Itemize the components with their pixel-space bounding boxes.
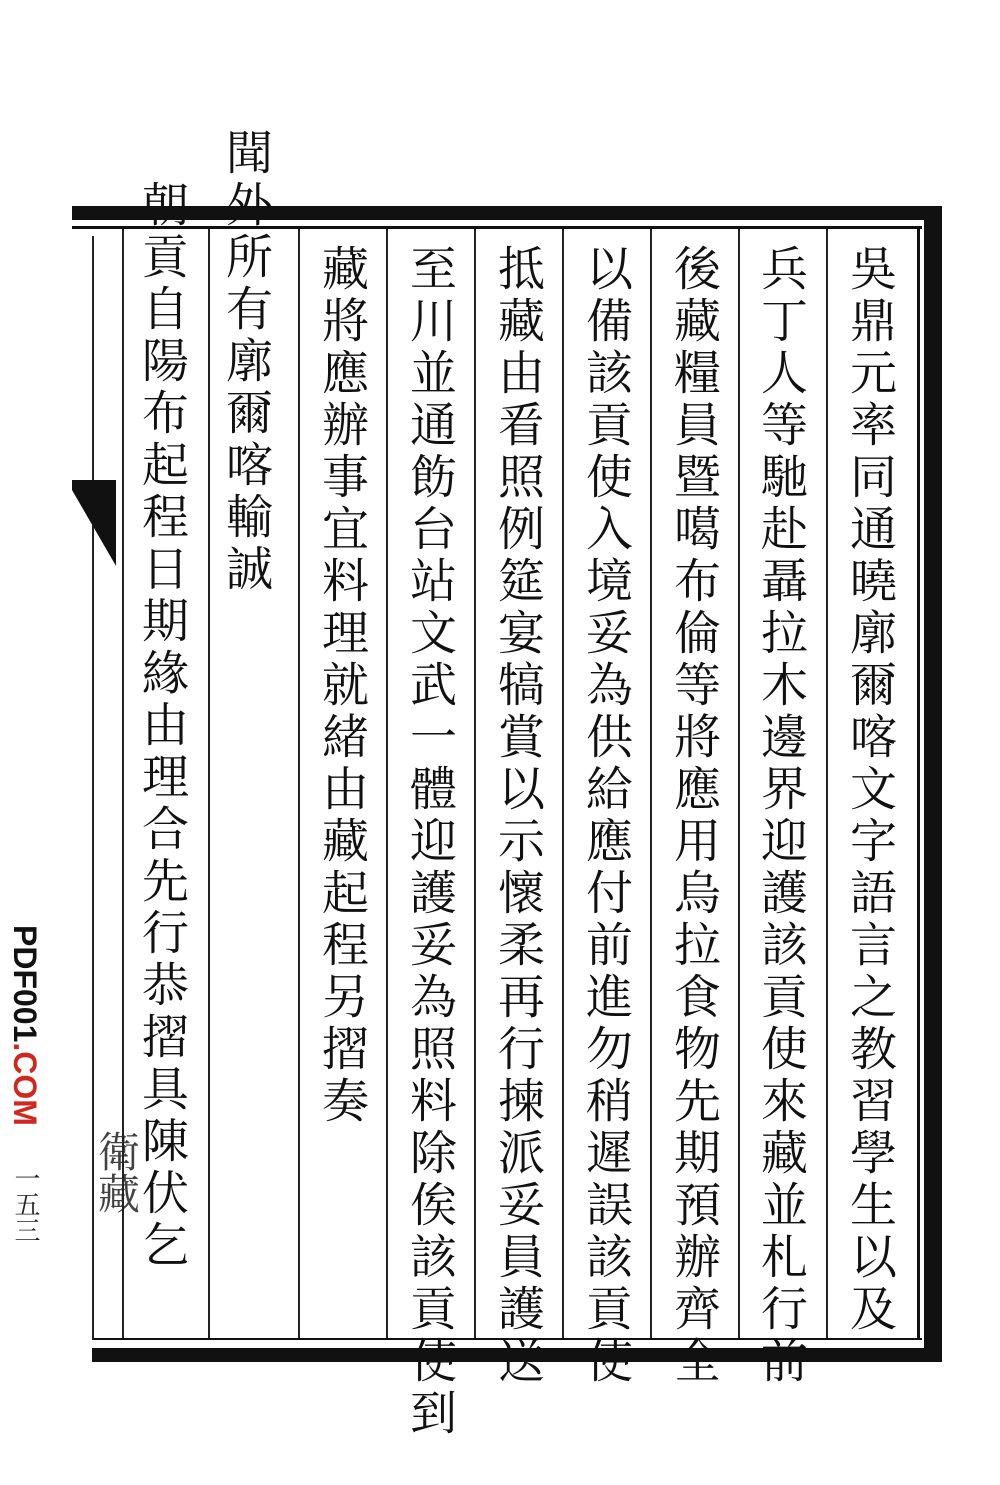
text-column-1: 吳鼎元率同通曉廓爾喀文字語言之教習學生以及 bbox=[842, 244, 897, 1336]
column-divider bbox=[562, 229, 564, 1338]
watermark bbox=[6, 925, 43, 1126]
column-divider bbox=[738, 229, 740, 1338]
top-border-inner bbox=[72, 226, 922, 229]
right-border bbox=[924, 206, 942, 1362]
column-divider bbox=[208, 229, 210, 1338]
right-border-inner bbox=[917, 226, 920, 1340]
text-column-9: 朝貢自陽布起程日期緣由理合先行恭摺具陳伏乞 bbox=[134, 180, 189, 1272]
watermark-part1: PDF001 bbox=[7, 925, 43, 1043]
text-column-4: 以備該貢使入境妥為供給應付前進勿稍遲誤該貢使 bbox=[578, 244, 633, 1388]
column-divider bbox=[386, 229, 388, 1338]
text-column-6: 至川並通飭台站文武一體迎護妥為照料除俟該貢使到 bbox=[402, 244, 457, 1440]
page-number: 一五三 bbox=[10, 1165, 40, 1243]
text-column-7: 藏將應辦事宜料理就緒由藏起程另摺奏 bbox=[314, 244, 369, 1128]
column-divider bbox=[298, 229, 300, 1338]
column-divider bbox=[650, 229, 652, 1338]
fishtail-mark bbox=[72, 480, 116, 566]
text-column-2: 兵丁人等馳赴聶拉木邊界迎護該貢使來藏並札行前 bbox=[753, 244, 808, 1388]
column-divider bbox=[474, 229, 476, 1338]
text-column-3: 後藏糧員暨噶布倫等將應用烏拉食物先期預辦齊全 bbox=[666, 244, 721, 1388]
text-column-5: 抵藏由㸔照例筵宴犒賞以示懷柔再行揀派妥員護送 bbox=[490, 244, 545, 1388]
margin-title: 衛藏 bbox=[92, 1130, 141, 1214]
column-divider bbox=[826, 229, 828, 1338]
text-column-8: 聞外所有廓爾喀輸誠 bbox=[218, 128, 273, 596]
top-border bbox=[72, 206, 942, 220]
watermark-part2: .COM bbox=[7, 1042, 43, 1126]
